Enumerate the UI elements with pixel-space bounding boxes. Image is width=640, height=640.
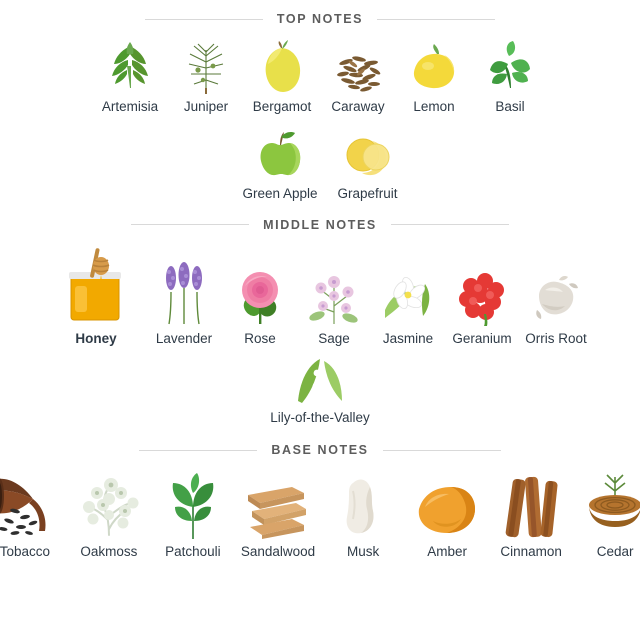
- section-title: BASE NOTES: [271, 443, 369, 458]
- oakmoss-icon: [73, 469, 145, 541]
- note-label: Lavender: [155, 330, 213, 346]
- orris-root-icon: [525, 266, 587, 328]
- note-label: Juniper: [183, 99, 229, 114]
- base-notes-row-1: [0, 469, 640, 560]
- patchouli-leaf-icon: [157, 469, 229, 541]
- divider-left: [145, 19, 263, 20]
- artemisia-leaf-icon: [100, 36, 160, 96]
- section-header-base-notes: [0, 443, 640, 457]
- musk-icon: [327, 469, 399, 541]
- note-item-oakmoss[interactable]: [67, 469, 151, 560]
- note-item-lavender[interactable]: [145, 262, 223, 347]
- cinnamon-sticks-icon: [495, 469, 567, 541]
- note-label: Lily-of-the-Valley: [270, 409, 370, 425]
- honey-jar-icon: [53, 242, 139, 328]
- basil-leaf-icon: [480, 36, 540, 96]
- divider-left: [139, 450, 257, 451]
- cedar-stump-icon: [579, 469, 640, 541]
- note-label: Sandalwood: [240, 544, 316, 560]
- note-item-tobacco[interactable]: [0, 469, 67, 560]
- section-title: MIDDLE NOTES: [263, 217, 377, 232]
- divider-right: [383, 450, 501, 451]
- grapefruit-icon: [338, 123, 398, 183]
- juniper-branch-icon: [176, 36, 236, 96]
- note-label: Artemisia: [101, 99, 159, 114]
- note-label: Lemon: [413, 99, 455, 114]
- note-label: Basil: [495, 99, 525, 114]
- note-label: Honey: [75, 330, 117, 346]
- note-item-caraway[interactable]: [320, 36, 396, 115]
- geranium-icon: [451, 266, 513, 328]
- top-notes-row-2: [0, 123, 640, 202]
- tobacco-pipe-icon: [0, 469, 61, 541]
- divider-left: [131, 224, 249, 225]
- note-label: Bergamot: [252, 99, 312, 114]
- note-item-rose[interactable]: [223, 266, 297, 347]
- note-item-honey[interactable]: [47, 242, 145, 347]
- fragrance-notes-page: [0, 12, 640, 640]
- note-item-patchouli[interactable]: [151, 469, 235, 560]
- caraway-seeds-icon: [328, 36, 388, 96]
- divider-right: [377, 19, 495, 20]
- section-header-middle-notes: [0, 218, 640, 232]
- note-item-amber[interactable]: [405, 469, 489, 560]
- note-label: Cinnamon: [500, 544, 562, 560]
- note-label: Patchouli: [165, 544, 221, 560]
- note-item-bergamot[interactable]: [244, 36, 320, 115]
- note-label: Rose: [244, 330, 276, 346]
- note-label: Amber: [427, 544, 468, 560]
- note-label: Tobacco: [0, 544, 50, 560]
- sandalwood-sticks-icon: [242, 469, 314, 541]
- note-label: Caraway: [331, 99, 385, 114]
- rose-icon: [229, 266, 291, 328]
- divider-right: [391, 224, 509, 225]
- note-item-cinnamon[interactable]: [489, 469, 573, 560]
- note-item-basil[interactable]: [472, 36, 548, 115]
- lemon-icon: [404, 36, 464, 96]
- top-notes-row-1: [0, 36, 640, 115]
- middle-notes-row-1: [0, 242, 640, 347]
- note-item-sage[interactable]: [297, 266, 371, 347]
- note-item-musk[interactable]: [321, 469, 405, 560]
- jasmine-icon: [377, 266, 439, 328]
- note-item-lily-of-the-valley[interactable]: [270, 355, 370, 426]
- note-label: Jasmine: [382, 330, 434, 346]
- note-item-geranium[interactable]: [445, 266, 519, 347]
- note-item-grapefruit[interactable]: [328, 123, 408, 202]
- note-label: Oakmoss: [80, 544, 138, 560]
- note-item-lemon[interactable]: [396, 36, 472, 115]
- note-label: Orris Root: [525, 330, 587, 346]
- bergamot-fruit-icon: [252, 36, 312, 96]
- note-label: Grapefruit: [337, 185, 398, 201]
- green-apple-icon: [250, 123, 310, 183]
- note-item-orris-root[interactable]: [519, 266, 593, 347]
- lily-of-the-valley-icon: [294, 355, 346, 407]
- note-item-sandalwood[interactable]: [235, 469, 321, 560]
- note-item-artemisia[interactable]: [92, 36, 168, 115]
- amber-resin-icon: [411, 469, 483, 541]
- note-label: Green Apple: [242, 185, 318, 201]
- lavender-icon: [151, 262, 217, 328]
- section-header-top-notes: [0, 12, 640, 26]
- note-item-cedar[interactable]: [573, 469, 640, 560]
- note-label: Cedar: [596, 544, 634, 560]
- note-item-jasmine[interactable]: [371, 266, 445, 347]
- note-item-green-apple[interactable]: [232, 123, 327, 202]
- sage-flower-icon: [303, 266, 365, 328]
- note-label: Geranium: [452, 330, 512, 346]
- note-item-juniper[interactable]: [168, 36, 244, 115]
- note-label: Sage: [318, 330, 350, 346]
- middle-notes-row-2: [0, 355, 640, 426]
- note-label: Musk: [347, 544, 380, 560]
- section-title: TOP NOTES: [276, 12, 364, 26]
